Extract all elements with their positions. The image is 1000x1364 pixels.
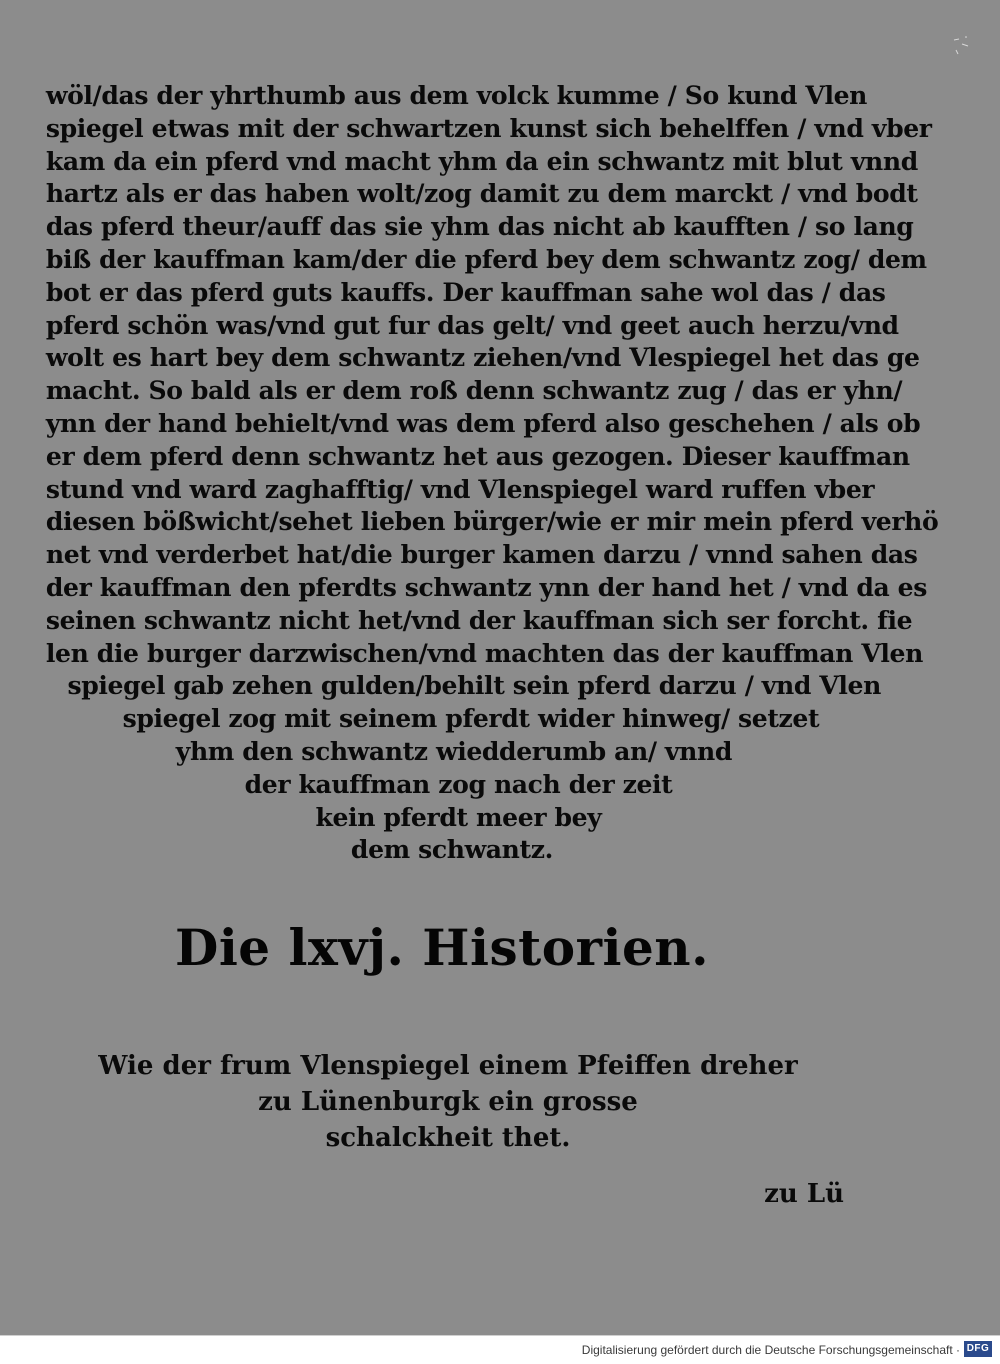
text-line: stund vnd ward zaghafftig/ vnd Vlenspiegel ward ruffen vber <box>45 474 875 505</box>
text-line: hartz als er das haben wolt/zog damit zu dem marckt / vnd bodt <box>45 179 918 210</box>
chapter-heading: Die lxvj. Historien. <box>174 918 710 977</box>
text-line: der kauffman den pferdts schwantz ynn der hand het / vnd da es <box>45 572 927 603</box>
scan-artifact-marks <box>950 34 972 58</box>
text-line: wolt es hart bey dem schwantz ziehen/vnd Vlespiegel het das ge <box>45 343 920 374</box>
text-line: der kauffman zog nach der zeit <box>244 769 673 800</box>
dfg-logo: DFG <box>964 1341 992 1357</box>
text-line: ynn der hand behielt/vnd was dem pferd also geschehen / als ob <box>45 408 921 439</box>
text-line: kein pferdt meer bey <box>315 802 602 833</box>
text-line: yhm den schwantz wiedderumb an/ vnnd <box>175 736 732 767</box>
text-line: wöl/das der yhrthumb aus dem volck kumme / So kund Vlen <box>45 81 868 111</box>
summary-line: zu Lünenburgk ein grosse <box>258 1087 638 1117</box>
footer-bar <box>0 1335 1000 1364</box>
text-line: seinen schwantz nicht het/vnd der kauffman sich ser forcht. fie <box>45 605 913 636</box>
body-text <box>38 80 958 867</box>
text-line: er dem pferd denn schwantz het aus gezogen. Dieser kauffman <box>45 441 910 472</box>
summary-line: schalckheit thet. <box>325 1123 571 1153</box>
text-line: biß der kauffman kam/der die pferd bey dem schwantz zog/ dem <box>45 244 927 275</box>
text-line: kam da ein pferd vnd macht yhm da ein schwantz mit blut vnnd <box>45 146 918 177</box>
text-line: len die burger darzwischen/vnd machten das der kauffman Vlen <box>45 638 923 669</box>
text-line: spiegel zog mit seinem pferdt wider hinweg/ setzet <box>122 704 820 735</box>
text-line: net vnd verderbet hat/die burger kamen darzu / vnnd sahen das <box>45 540 918 571</box>
catchword: zu Lü <box>764 1179 844 1209</box>
chapter-summary <box>0 1048 948 1156</box>
text-line: pferd schön was/vnd gut fur das gelt/ vnd geet auch herzu/vnd <box>45 310 899 341</box>
summary-line: Wie der frum Vlenspiegel einem Pfeiffen dreher <box>98 1051 798 1081</box>
text-line: macht. So bald als er dem roß denn schwantz zug / das er yhn/ <box>45 376 903 407</box>
text-line: spiegel etwas mit der schwartzen kunst sich behelffen / vnd vber <box>45 113 932 144</box>
text-line: bot er das pferd guts kauffs. Der kauffman sahe wol das / das <box>45 277 886 308</box>
text-line: dem schwantz. <box>350 835 553 866</box>
text-line: diesen bößwicht/sehet lieben bürger/wie er mir mein pferd verhö <box>45 507 939 538</box>
text-line: das pferd theur/auff das sie yhm das nicht ab kaufften / so lang <box>45 212 914 243</box>
text-line: spiegel gab zehen gulden/behilt sein pferd darzu / vnd Vlen <box>67 671 881 702</box>
funding-credit: Digitalisierung gefördert durch die Deutsche Forschungsgemeinschaft · <box>581 1343 960 1357</box>
